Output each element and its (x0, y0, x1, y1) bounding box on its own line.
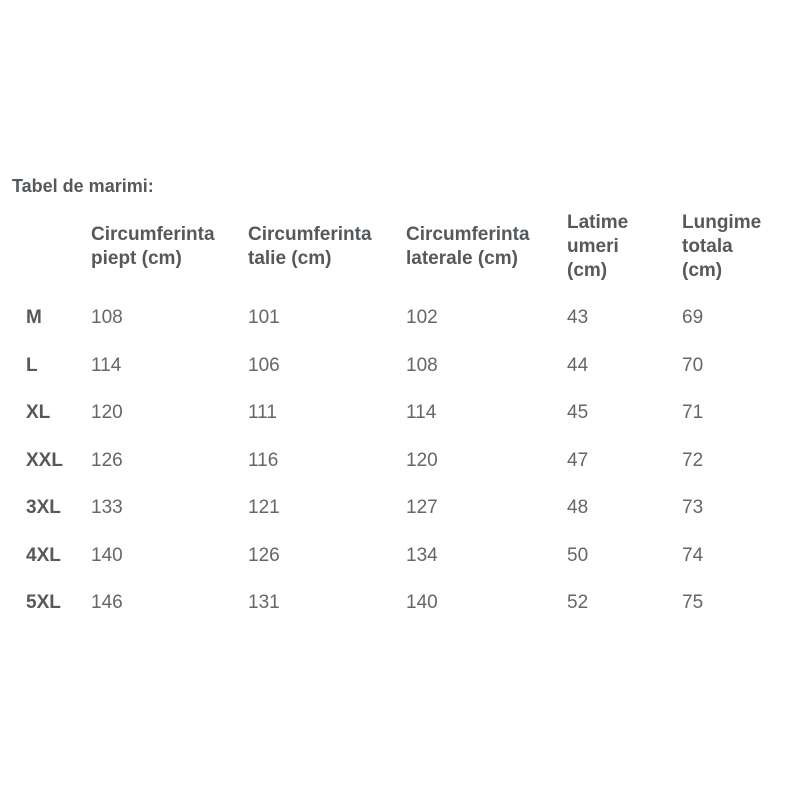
shoulder-value: 50 (567, 545, 589, 566)
header-waist-circumference: Circumferinta talie (cm) (248, 224, 372, 269)
side-value: 134 (406, 545, 438, 566)
length-value: 74 (682, 545, 704, 566)
shoulder-value: 48 (567, 497, 589, 518)
length-value: 72 (682, 450, 704, 471)
header-total-length: Lungime totala (cm) (682, 212, 762, 281)
length-value: 73 (682, 497, 704, 518)
size-chart-title: Tabel de marimi: (12, 176, 154, 196)
side-value: 140 (406, 592, 438, 613)
waist-value: 101 (248, 307, 280, 328)
waist-value: 106 (248, 355, 280, 376)
shoulder-value: 45 (567, 402, 589, 423)
chest-value: 146 (91, 592, 123, 613)
table-row (0, 398, 800, 428)
chest-value: 120 (91, 402, 123, 423)
length-value: 71 (682, 402, 704, 423)
table-row (0, 493, 800, 523)
length-value: 70 (682, 355, 704, 376)
header-side-circumference: Circumferinta laterale (cm) (406, 224, 530, 269)
side-value: 102 (406, 307, 438, 328)
table-row (0, 541, 800, 571)
length-value: 69 (682, 307, 704, 328)
chest-value: 140 (91, 545, 123, 566)
size-label: 3XL (26, 497, 61, 518)
waist-value: 126 (248, 545, 280, 566)
size-label: L (26, 355, 38, 376)
shoulder-value: 43 (567, 307, 589, 328)
header-chest-circumference: Circumferinta piept (cm) (91, 224, 215, 269)
side-value: 114 (406, 402, 437, 423)
waist-value: 116 (248, 450, 279, 471)
size-label: XL (26, 402, 51, 423)
size-label: 4XL (26, 545, 61, 566)
length-value: 75 (682, 592, 704, 613)
table-row (0, 303, 800, 333)
header-shoulder-width: Latime umeri (cm) (567, 212, 629, 281)
waist-value: 131 (248, 592, 280, 613)
shoulder-value: 44 (567, 355, 589, 376)
size-label: XXL (26, 450, 63, 471)
waist-value: 111 (248, 402, 277, 423)
side-value: 120 (406, 450, 438, 471)
side-value: 108 (406, 355, 438, 376)
waist-value: 121 (248, 497, 280, 518)
side-value: 127 (406, 497, 438, 518)
table-row (0, 588, 800, 618)
chest-value: 108 (91, 307, 123, 328)
size-label: 5XL (26, 592, 61, 613)
size-label: M (26, 307, 42, 328)
chest-value: 114 (91, 355, 122, 376)
chest-value: 126 (91, 450, 123, 471)
shoulder-value: 52 (567, 592, 589, 613)
table-row (0, 446, 800, 476)
chest-value: 133 (91, 497, 123, 518)
shoulder-value: 47 (567, 450, 589, 471)
table-row (0, 351, 800, 381)
